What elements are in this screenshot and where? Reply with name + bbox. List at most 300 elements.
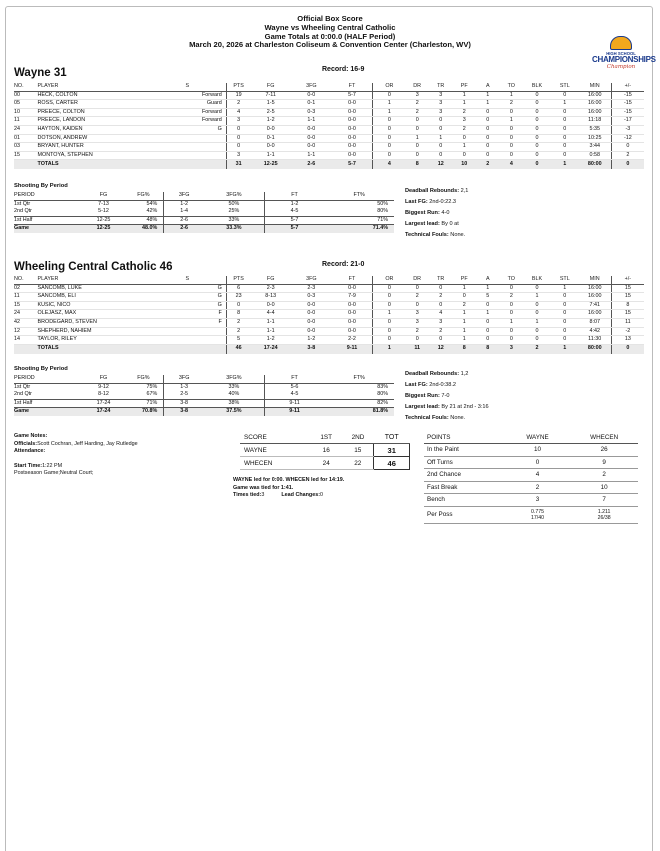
- table-cell: 1: [476, 100, 500, 109]
- table-cell: Game: [14, 408, 84, 416]
- table-cell: 0: [476, 108, 500, 117]
- table-cell: 15: [611, 293, 644, 302]
- table-cell: 22: [342, 457, 374, 470]
- table-cell: 0: [429, 284, 453, 293]
- table-cell: 3:44: [579, 143, 612, 152]
- column-header: NO.: [14, 83, 38, 91]
- table-cell: 8:07: [579, 318, 612, 327]
- table-cell: 1: [373, 108, 406, 117]
- column-header: DR: [405, 83, 429, 91]
- table-cell: 0: [523, 134, 551, 143]
- table-cell: 5-7: [264, 216, 324, 225]
- table-cell: 0-0: [332, 318, 373, 327]
- column-header: PERIOD: [14, 192, 84, 200]
- table-cell: 0: [551, 310, 579, 319]
- team-note-line: [405, 230, 468, 241]
- table-cell: 0-0: [332, 284, 373, 293]
- table-cell: 0: [429, 143, 453, 152]
- table-cell: 1: [452, 310, 476, 319]
- table-cell: 1-4: [164, 208, 204, 216]
- note-label: Last FG:: [405, 199, 428, 205]
- points-row: [424, 456, 638, 469]
- points-row: [424, 494, 638, 507]
- table-cell: 5-7: [332, 160, 373, 170]
- table-cell: 0: [500, 336, 524, 345]
- table-cell: 2-2: [332, 336, 373, 345]
- table-cell: 2-3: [250, 284, 291, 293]
- table-cell: 16:00: [579, 284, 612, 293]
- table-cell: 0: [523, 327, 551, 336]
- column-header: TO: [500, 276, 524, 284]
- note-value: None.: [450, 232, 466, 238]
- table-cell: 0: [476, 336, 500, 345]
- table-cell: 1-1: [291, 151, 332, 160]
- championships-logo: HIGH SCHOOL CHAMPIONSHIPS Champion: [592, 36, 650, 82]
- table-cell: 2: [476, 160, 500, 170]
- table-cell: 12-25: [250, 160, 291, 170]
- table-cell: [149, 143, 227, 152]
- table-cell: 2: [500, 100, 524, 109]
- table-cell: 9-11: [332, 344, 373, 354]
- table-cell: 50%: [377, 200, 388, 207]
- team-note-line: [405, 391, 489, 402]
- table-cell: 5: [226, 336, 250, 345]
- table-cell: 03: [14, 143, 38, 152]
- table-cell: 1: [523, 318, 551, 327]
- note-label: Technical Fouls:: [405, 415, 449, 421]
- table-cell: 1: [373, 344, 406, 354]
- table-cell: 0: [452, 293, 476, 302]
- shooting-by-period-title: Shooting By Period: [14, 183, 68, 189]
- team-record-wayne: Record: 16-9: [322, 66, 365, 73]
- table-cell: 00: [14, 91, 38, 100]
- table-cell: F: [149, 318, 227, 327]
- table-cell: 0: [405, 336, 429, 345]
- table-cell: 3: [505, 494, 571, 507]
- table-cell: 19: [226, 91, 250, 100]
- table-cell: 12: [14, 327, 38, 336]
- table-cell: 0: [405, 284, 429, 293]
- table-cell: 16:00: [579, 91, 612, 100]
- per-poss-cell: [570, 506, 638, 523]
- table-cell: 1-1: [291, 117, 332, 126]
- column-header: FG: [84, 192, 124, 200]
- table-cell: PREECE, LANDON: [38, 117, 149, 126]
- table-cell: 0: [429, 117, 453, 126]
- table-cell: 11: [14, 117, 38, 126]
- column-header: FT%: [324, 375, 394, 383]
- table-cell: 17-24: [84, 408, 124, 416]
- table-cell: 9-11: [264, 399, 324, 408]
- column-header: OR: [373, 276, 406, 284]
- table-cell: 12: [429, 160, 453, 170]
- table-cell: 05: [14, 100, 38, 109]
- table-cell: 1-2: [264, 200, 324, 208]
- table-cell: 0: [523, 151, 551, 160]
- table-cell: 10: [452, 160, 476, 170]
- table-cell: 0-0: [291, 301, 332, 310]
- table-cell: 8: [226, 310, 250, 319]
- table-cell: 0-0: [332, 125, 373, 134]
- table-cell: 0-1: [291, 100, 332, 109]
- table-cell: 80%: [377, 391, 388, 398]
- table-cell: 0: [500, 310, 524, 319]
- table-cell: 1: [523, 293, 551, 302]
- table-cell: 0: [476, 151, 500, 160]
- table-cell: 0-0: [291, 310, 332, 319]
- column-header: 3FG: [291, 276, 332, 284]
- table-cell: F: [149, 310, 227, 319]
- table-cell: 2: [500, 293, 524, 302]
- column-header: 3FG: [291, 83, 332, 91]
- column-header: BLK: [523, 83, 551, 91]
- table-cell: 0: [226, 134, 250, 143]
- column-header: PF: [452, 276, 476, 284]
- box-score-table-wheeling: [14, 276, 644, 354]
- table-cell: G: [149, 125, 227, 134]
- table-cell: DOTSON, ANDREW: [38, 134, 149, 143]
- points-row: [424, 481, 638, 494]
- column-header: 3FG: [164, 192, 204, 200]
- table-cell: 02: [14, 284, 38, 293]
- player-row: [14, 117, 644, 126]
- column-header: TR: [429, 83, 453, 91]
- table-cell: 2: [429, 293, 453, 302]
- table-cell: 3: [500, 344, 524, 354]
- table-cell: 2: [405, 293, 429, 302]
- column-header: S: [149, 83, 227, 91]
- table-cell: 7-11: [250, 91, 291, 100]
- table-cell: 0: [452, 151, 476, 160]
- period-row: [14, 208, 394, 216]
- column-header: FG%: [123, 375, 163, 383]
- table-cell: [149, 344, 227, 354]
- table-cell: 0: [373, 284, 406, 293]
- column-header: FT: [264, 192, 324, 200]
- table-cell: 1: [452, 318, 476, 327]
- table-cell: Per Poss: [424, 506, 505, 523]
- table-cell: 2: [570, 469, 638, 482]
- table-cell: 2: [405, 108, 429, 117]
- table-cell: 0-0: [332, 143, 373, 152]
- table-cell: 0: [500, 125, 524, 134]
- table-cell: 0-0: [332, 327, 373, 336]
- table-cell: 4: [226, 108, 250, 117]
- date-venue-line: March 20, 2026 at Charleston Coliseum & Convention Center (Charleston, WV): [189, 40, 471, 50]
- score-row: [240, 457, 410, 470]
- table-cell: 1-2: [250, 336, 291, 345]
- table-cell: 4-5: [264, 391, 324, 399]
- table-cell: 0: [373, 151, 406, 160]
- table-cell: 0: [500, 108, 524, 117]
- table-cell: 0: [373, 318, 406, 327]
- table-cell: 0: [551, 134, 579, 143]
- totals-row: [14, 160, 644, 170]
- table-cell: 9: [570, 456, 638, 469]
- per-poss-ratio: 26/38: [597, 514, 611, 521]
- table-cell: 11:18: [579, 117, 612, 126]
- column-header: FG: [84, 375, 124, 383]
- score-header-row: [240, 432, 410, 444]
- table-cell: 8-13: [250, 293, 291, 302]
- table-cell: 80%: [377, 208, 388, 215]
- table-cell: 7-13: [98, 200, 109, 207]
- table-cell: OLEJASZ, MAX: [38, 310, 149, 319]
- player-row: [14, 91, 644, 100]
- table-cell: 0: [476, 143, 500, 152]
- totals-row: [14, 344, 644, 354]
- table-cell: 4:42: [579, 327, 612, 336]
- table-cell: 1st Qtr: [14, 200, 31, 207]
- table-cell: 0: [551, 301, 579, 310]
- document-title: Official Box Score: [297, 14, 363, 23]
- table-cell: 0-0: [291, 125, 332, 134]
- column-header: 3FG: [164, 375, 204, 383]
- table-cell: 0: [551, 336, 579, 345]
- table-cell: 0: [523, 336, 551, 345]
- lead-notes: WAYNE led for 0:00. WHECEN led for 14:19. Game was tied for 1:41. Times tied:3 Lead Changes:0: [233, 477, 345, 498]
- table-cell: Forward: [149, 91, 227, 100]
- table-cell: 16:00: [579, 310, 612, 319]
- table-cell: 1: [405, 134, 429, 143]
- table-cell: 1: [500, 117, 524, 126]
- table-header-row: [14, 83, 644, 91]
- table-cell: 0: [523, 310, 551, 319]
- player-row: [14, 108, 644, 117]
- table-cell: 0: [373, 293, 406, 302]
- table-cell: 0: [523, 91, 551, 100]
- table-cell: HECK, COLTON: [38, 91, 149, 100]
- table-cell: 15: [611, 284, 644, 293]
- table-cell: 3-8: [291, 344, 332, 354]
- document-header: [0, 15, 660, 50]
- per-poss-row: [424, 506, 638, 523]
- table-cell: 0: [551, 108, 579, 117]
- table-cell: 2: [611, 151, 644, 160]
- column-header: 2ND: [342, 432, 374, 444]
- column-header: PF: [452, 83, 476, 91]
- player-row: [14, 134, 644, 143]
- table-cell: WAYNE: [240, 444, 310, 457]
- table-cell: 0-0: [250, 143, 291, 152]
- table-cell: 2-3: [291, 284, 332, 293]
- table-cell: 2: [523, 344, 551, 354]
- table-cell: 9-12: [98, 383, 109, 390]
- table-cell: 23: [226, 293, 250, 302]
- column-header: MIN: [579, 83, 612, 91]
- table-cell: 31: [374, 444, 410, 457]
- table-cell: 0-0: [291, 143, 332, 152]
- table-cell: 0: [523, 284, 551, 293]
- table-cell: 38%: [204, 399, 264, 408]
- table-cell: -17: [611, 117, 644, 126]
- table-cell: 2: [226, 100, 250, 109]
- column-header: PLAYER: [38, 276, 149, 284]
- table-cell: 14: [14, 336, 38, 345]
- team-note-line: [405, 380, 489, 391]
- table-cell: 16: [310, 444, 342, 457]
- table-cell: 15: [342, 444, 374, 457]
- half-row: [14, 216, 394, 225]
- table-cell: 1: [429, 134, 453, 143]
- table-cell: 0-0: [332, 301, 373, 310]
- table-cell: 82%: [324, 399, 394, 408]
- table-cell: 7-9: [332, 293, 373, 302]
- table-cell: 42: [14, 318, 38, 327]
- table-cell: 0: [226, 125, 250, 134]
- table-cell: 3-8: [164, 399, 204, 408]
- table-cell: Off Turns: [424, 456, 505, 469]
- table-cell: 01: [14, 134, 38, 143]
- column-header: 3FG%: [204, 192, 264, 200]
- table-cell: 0: [373, 125, 406, 134]
- shooting-by-period-table-wheeling: [14, 375, 394, 416]
- per-poss-cell: [505, 506, 571, 523]
- table-cell: TOTALS: [38, 160, 149, 170]
- table-header-row: [14, 276, 644, 284]
- table-cell: 3: [226, 117, 250, 126]
- note-label: Biggest Run:: [405, 210, 440, 216]
- per-poss-value: 0.775: [531, 508, 544, 515]
- note-value: 2,1: [460, 188, 469, 194]
- table-cell: SANCOMB, LUKE: [38, 284, 149, 293]
- column-header: FT: [264, 375, 324, 383]
- table-cell: 6: [226, 284, 250, 293]
- player-row: [14, 151, 644, 160]
- table-cell: 7: [570, 494, 638, 507]
- table-cell: 16:00: [579, 293, 612, 302]
- column-header: WHECEN: [570, 432, 638, 444]
- table-cell: 0: [551, 293, 579, 302]
- game-type: Postseason Game;Neutral Court;: [14, 470, 94, 476]
- column-header: PERIOD: [14, 375, 84, 383]
- table-cell: 0: [405, 143, 429, 152]
- column-header: STL: [551, 276, 579, 284]
- team-name-wayne: Wayne 31: [14, 67, 67, 79]
- column-header: A: [476, 83, 500, 91]
- table-cell: 67%: [146, 391, 158, 398]
- table-cell: WHECEN: [240, 457, 310, 470]
- table-cell: 0-0: [291, 91, 332, 100]
- column-header: STL: [551, 83, 579, 91]
- table-cell: ROSS, CARTER: [38, 100, 149, 109]
- table-cell: 3: [452, 117, 476, 126]
- table-cell: 80:00: [579, 160, 612, 170]
- table-cell: 1-2: [164, 200, 204, 208]
- shooting-by-period-title: Shooting By Period: [14, 366, 68, 372]
- team-note-line: [405, 219, 468, 230]
- table-cell: 2-6: [164, 216, 204, 225]
- table-cell: 5-7: [332, 91, 373, 100]
- table-cell: 3: [405, 91, 429, 100]
- table-cell: Bench: [424, 494, 505, 507]
- table-cell: 13: [611, 336, 644, 345]
- table-cell: 2: [505, 481, 571, 494]
- column-header: FG%: [123, 192, 163, 200]
- table-cell: 2: [452, 108, 476, 117]
- table-cell: G: [149, 284, 227, 293]
- table-cell: 0: [429, 151, 453, 160]
- table-cell: 11: [405, 344, 429, 354]
- column-header: PTS: [226, 83, 250, 91]
- sbp-header-row: [14, 375, 394, 383]
- table-cell: 10: [570, 481, 638, 494]
- column-header: TR: [429, 276, 453, 284]
- table-cell: [149, 336, 227, 345]
- table-cell: -15: [611, 100, 644, 109]
- table-cell: 15: [14, 151, 38, 160]
- table-cell: 0: [405, 125, 429, 134]
- points-row: [424, 444, 638, 457]
- points-header-row: [424, 432, 638, 444]
- table-cell: 48%: [123, 216, 163, 225]
- table-cell: 2nd Qtr: [14, 208, 32, 215]
- table-cell: 4: [429, 310, 453, 319]
- table-cell: 0: [523, 117, 551, 126]
- table-cell: 0-0: [291, 134, 332, 143]
- table-cell: 0: [476, 125, 500, 134]
- table-cell: 0-0: [332, 151, 373, 160]
- table-cell: 0: [373, 91, 406, 100]
- table-cell: 0: [476, 134, 500, 143]
- note-label: Largest lead:: [405, 221, 440, 227]
- table-cell: 0: [405, 117, 429, 126]
- table-cell: 0: [500, 151, 524, 160]
- column-header: +/-: [611, 83, 644, 91]
- table-cell: 0: [551, 327, 579, 336]
- table-cell: TOTALS: [38, 344, 149, 354]
- table-cell: 5-7: [264, 225, 324, 233]
- table-cell: 16:00: [579, 100, 612, 109]
- table-cell: 10:25: [579, 134, 612, 143]
- table-cell: 4: [505, 469, 571, 482]
- table-cell: 0: [429, 125, 453, 134]
- half-row: [14, 399, 394, 408]
- table-cell: MONTOYA, STEPHEN: [38, 151, 149, 160]
- table-cell: 0: [500, 327, 524, 336]
- table-cell: 0: [505, 456, 571, 469]
- table-cell: 0: [500, 284, 524, 293]
- table-cell: 8: [405, 160, 429, 170]
- per-poss-ratio: 17/40: [531, 514, 544, 521]
- table-cell: 1: [452, 100, 476, 109]
- table-cell: 4-4: [250, 310, 291, 319]
- note-value: 2nd-0:38.2: [429, 382, 456, 388]
- note-value: 4-0: [441, 210, 450, 216]
- table-cell: 1: [452, 327, 476, 336]
- table-cell: 2-5: [164, 391, 204, 399]
- table-cell: 1: [551, 160, 579, 170]
- table-cell: 0-0: [291, 327, 332, 336]
- table-cell: 1-2: [291, 336, 332, 345]
- table-cell: 0: [551, 91, 579, 100]
- table-cell: 83%: [377, 383, 388, 390]
- basketball-icon: [610, 36, 632, 50]
- table-cell: 3: [429, 100, 453, 109]
- table-cell: 0: [611, 143, 644, 152]
- table-cell: [14, 160, 38, 170]
- table-cell: 4-5: [264, 208, 324, 216]
- table-cell: [149, 151, 227, 160]
- table-cell: 48.0%: [123, 225, 163, 233]
- table-cell: 40%: [228, 391, 240, 398]
- column-header: FG: [250, 276, 291, 284]
- table-cell: 0: [373, 143, 406, 152]
- table-cell: 1: [500, 318, 524, 327]
- table-cell: 24: [14, 310, 38, 319]
- column-header: S: [149, 276, 227, 284]
- team-note-line: [405, 208, 468, 219]
